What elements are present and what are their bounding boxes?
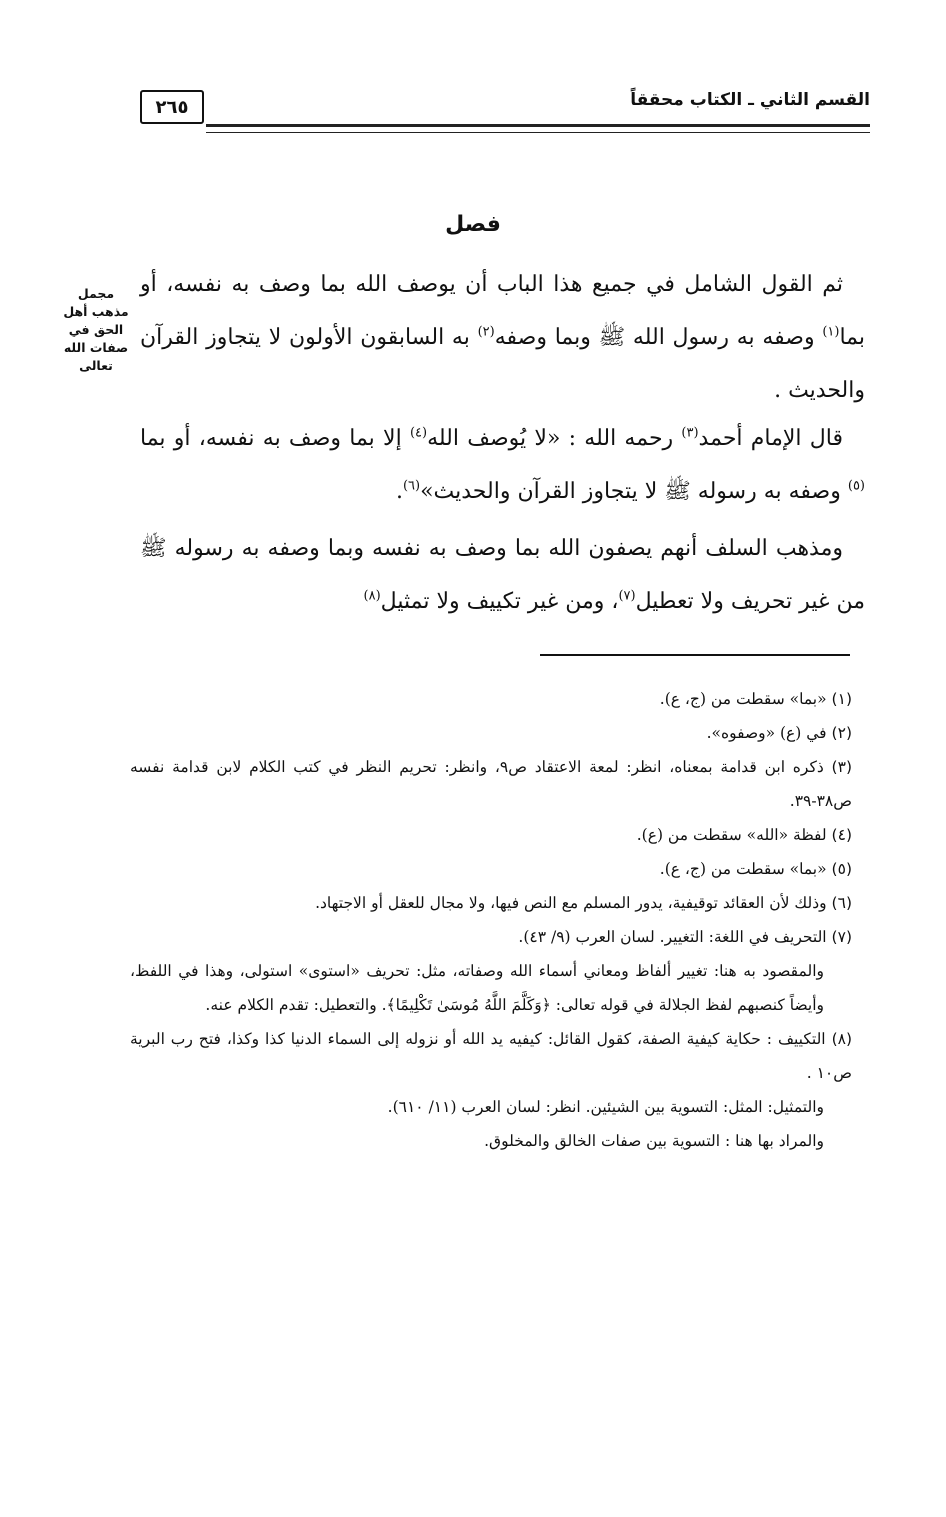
paragraph-text [140, 258, 865, 417]
footnote-ref[interactable]: (٧) [618, 588, 636, 604]
footnote-number: (٢) [831, 724, 852, 742]
footnote-text: في (ع) «وصفوه». [706, 724, 827, 742]
footnote-ref[interactable]: (٨) [363, 588, 381, 604]
footnote-divider [540, 654, 850, 656]
footnote-number: (٥) [831, 860, 852, 878]
footnote-number: (٨) [831, 1030, 853, 1048]
footnote-ref[interactable]: (٣) [681, 425, 699, 441]
margin-note [40, 285, 152, 375]
footnote-continuation [130, 954, 852, 1022]
footnote-text: والتمثيل: المثل: التسوية بين الشيئين. انظر: لسان العرب (١١/ ٦١٠). [387, 1098, 824, 1116]
footnote-continuation [130, 1090, 852, 1124]
page-header [140, 88, 870, 134]
footnote-text: لفظة «الله» سقطت من (ع). [636, 826, 827, 844]
footnote [130, 886, 852, 920]
footnote [130, 716, 852, 750]
footnote [130, 1022, 852, 1090]
margin-note-line: صفات الله [63, 340, 129, 355]
paragraph-text [140, 412, 865, 518]
footnote-text: «بما» سقطت من (ج، ع). [659, 860, 827, 878]
footnote [130, 920, 852, 954]
footnote-text: وذلك لأن العقائد توقيفية، يدور المسلم مع النص فيها، ولا مجال للعقل أو الاجتهاد. [315, 894, 827, 912]
text-segment: وصفه به رسول الله ﷺ وبما وصفه [494, 325, 823, 350]
footnote-ref[interactable]: (٤) [409, 425, 428, 441]
footnote [130, 750, 852, 818]
text-segment: قال الإمام أحمد [698, 426, 843, 451]
margin-note-line: تعالى [79, 358, 113, 373]
footnote-text: والمراد بها هنا : التسوية بين صفات الخالق والمخلوق. [484, 1132, 824, 1150]
margin-note-line: مجمل [77, 286, 115, 301]
footnote-text: التحريف في اللغة: التغيير. لسان العرب (٩/ ٤٣). [518, 928, 827, 946]
paragraph-1 [140, 258, 865, 417]
text-segment: . [395, 479, 403, 504]
running-title: القسم الثاني ـ الكتاب محققاً [630, 90, 870, 110]
margin-note-line: الحق في [68, 322, 124, 337]
paragraph-3 [140, 522, 865, 628]
text-segment: وصفه به رسوله ﷺ لا يتجاوز القرآن والحديث» [420, 479, 848, 504]
footnote-number: (٦) [831, 894, 852, 912]
footnote-ref[interactable]: (٦) [402, 478, 421, 494]
footnote-number: (٣) [831, 758, 852, 776]
paragraph-text [140, 522, 865, 628]
footnote-number: (٧) [831, 928, 852, 946]
text-segment: إلا بما وصف به نفسه، أو بما [140, 426, 410, 451]
footnote [130, 852, 852, 886]
text-segment: ومذهب السلف أنهم يصفون الله بما وصف به نفسه وبما وصفه به رسوله ﷺ من غير تحريف ولا تعطيل [140, 536, 865, 614]
footnote-ref[interactable]: (٢) [477, 324, 495, 340]
footnote [130, 682, 852, 716]
text-segment: ثم القول الشامل في جميع هذا الباب أن يوصف الله بما وصف به نفسه، أو بما [140, 272, 866, 350]
section-title: فصل [445, 212, 501, 237]
footnote-text: ذكره ابن قدامة بمعناه، انظر: لمعة الاعتقاد ص٩، وانظر: تحريم النظر في كتب الكلام لابن قدامة نفسه ص٣٨-٣٩. [130, 758, 852, 810]
footnote-text: والمقصود به هنا: تغيير ألفاظ ومعاني أسماء الله وصفاته، مثل: تحريف «استوى» استولى، وهذا في اللفظ، وأيضاً كنصبهم لفظ الجلالة في قوله تعالى: ﴿وَكَلَّمَ اللَّهُ مُوسَىٰ تَكْلِيمًا﴾. والتعطيل: تقدم الكلام عنه. [130, 962, 824, 1014]
footnote-number: (١) [831, 690, 852, 708]
footnotes [130, 682, 852, 1158]
footnote [130, 818, 852, 852]
footnote-ref[interactable]: (١) [822, 324, 840, 340]
paragraph-2 [140, 412, 865, 518]
header-rule [206, 124, 870, 133]
footnote-text: التكييف : حكاية كيفية الصفة، كقول القائل: كيفيه يد الله أو نزوله إلى السماء الدنيا كذا وكذا، فتح رب البرية ص١٠ . [130, 1030, 852, 1082]
page-number: ٢٦٥ [140, 90, 204, 124]
footnote-continuation [130, 1124, 852, 1158]
footnote-number: (٤) [831, 826, 852, 844]
footnote-text: «بما» سقطت من (ج، ع). [659, 690, 827, 708]
margin-note-line: مذهب أهل [63, 304, 129, 319]
text-segment: به السابقون الأولون لا يتجاوز القرآن والحديث . [140, 325, 865, 403]
footnote-ref[interactable]: (٥) [847, 478, 865, 494]
text-segment: ، ومن غير تكييف ولا تمثيل [380, 589, 619, 614]
text-segment: رحمه الله : «لا يُوصف الله [427, 426, 682, 451]
